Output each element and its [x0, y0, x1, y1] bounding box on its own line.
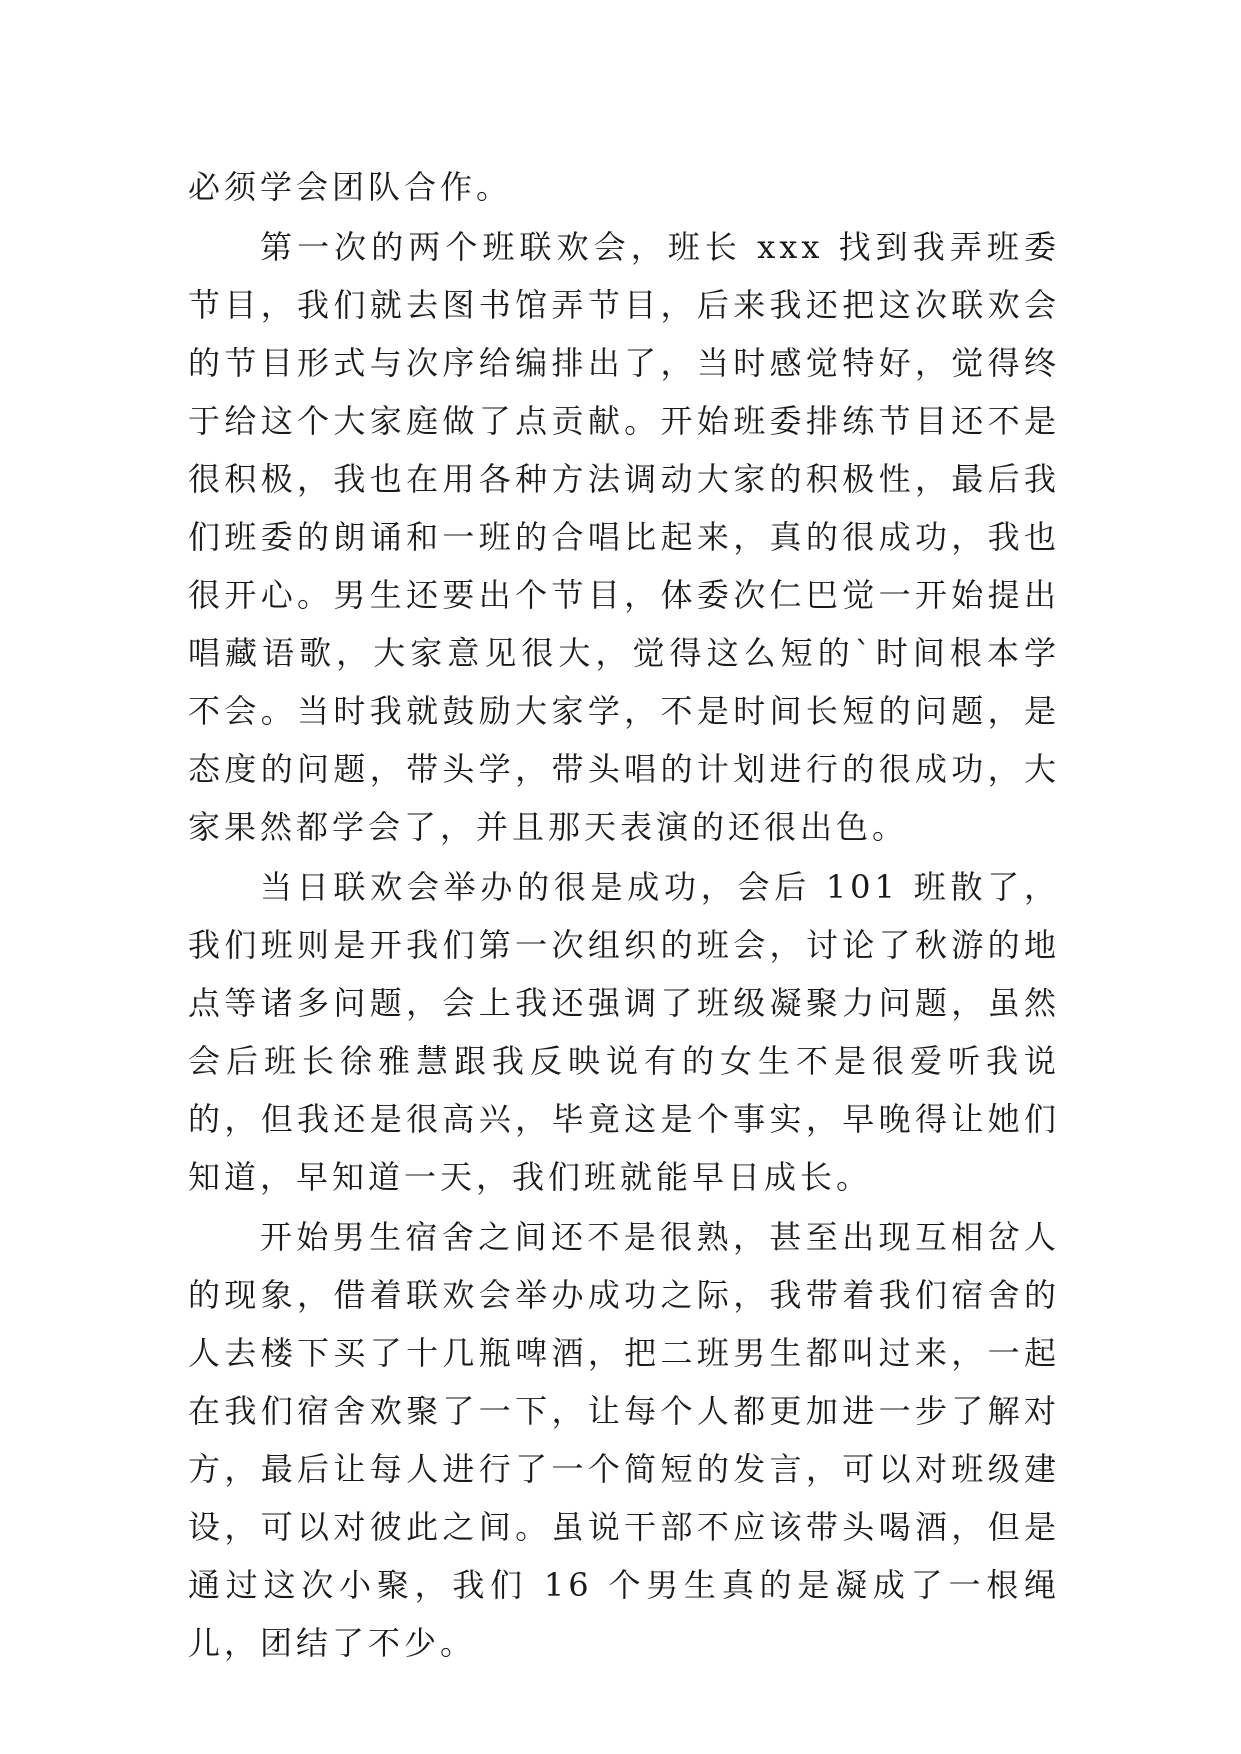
paragraph-class-meeting: 当日联欢会举办的很是成功，会后 101 班散了，我们班则是开我们第一次组织的班会，讨论了秋游的地点等诸多问题，会上我还强调了班级凝聚力问题，虽然会后班长徐雅慧跟我反映说有的女生不是很爱听我说的，但我还是很高兴，毕竟这是个事实，早晚得让她们知道，早知道一天，我们班就能早日成长。 — [188, 868, 1060, 1196]
paragraph-continuation: 必须学会团队合作。 — [188, 168, 513, 206]
paragraph-dorm-gathering: 开始男生宿舍之间还不是很熟，甚至出现互相岔人的现象，借着联欢会举办成功之际，我带着我们宿舍的人去楼下买了十几瓶啤酒，把二班男生都叫过来，一起在我们宿舍欢聚了一下，让每个人都更加进一步了解对方，最后让每人进行了一个简短的发言，可以对班级建设，可以对彼此之间。虽说干部不应该带头喝酒，但是通过这次小聚，我们 16 个男生真的是凝成了一根绳儿，团结了不少。 — [188, 1218, 1060, 1662]
paragraph-class-party: 第一次的两个班联欢会，班长 xxx 找到我弄班委节目，我们就去图书馆弄节目，后来我还把这次联欢会的节目形式与次序给编排出了，当时感觉特好，觉得终于给这个大家庭做了点贡献。开始班委排练节目还不是很积极，我也在用各种方法调动大家的积极性，最后我们班委的朗诵和一班的合唱比起来，真的很成功，我也很开心。男生还要出个节目，体委次仁巴觉一开始提出唱藏语歌，大家意见很大，觉得这么短的`时间根本学不会。当时我就鼓励大家学，不是时间长短的问题，是态度的问题，带头学，带头唱的计划进行的很成功，大家果然都学会了，并且那天表演的还很出色。 — [188, 228, 1060, 846]
document-body — [188, 158, 1060, 1674]
